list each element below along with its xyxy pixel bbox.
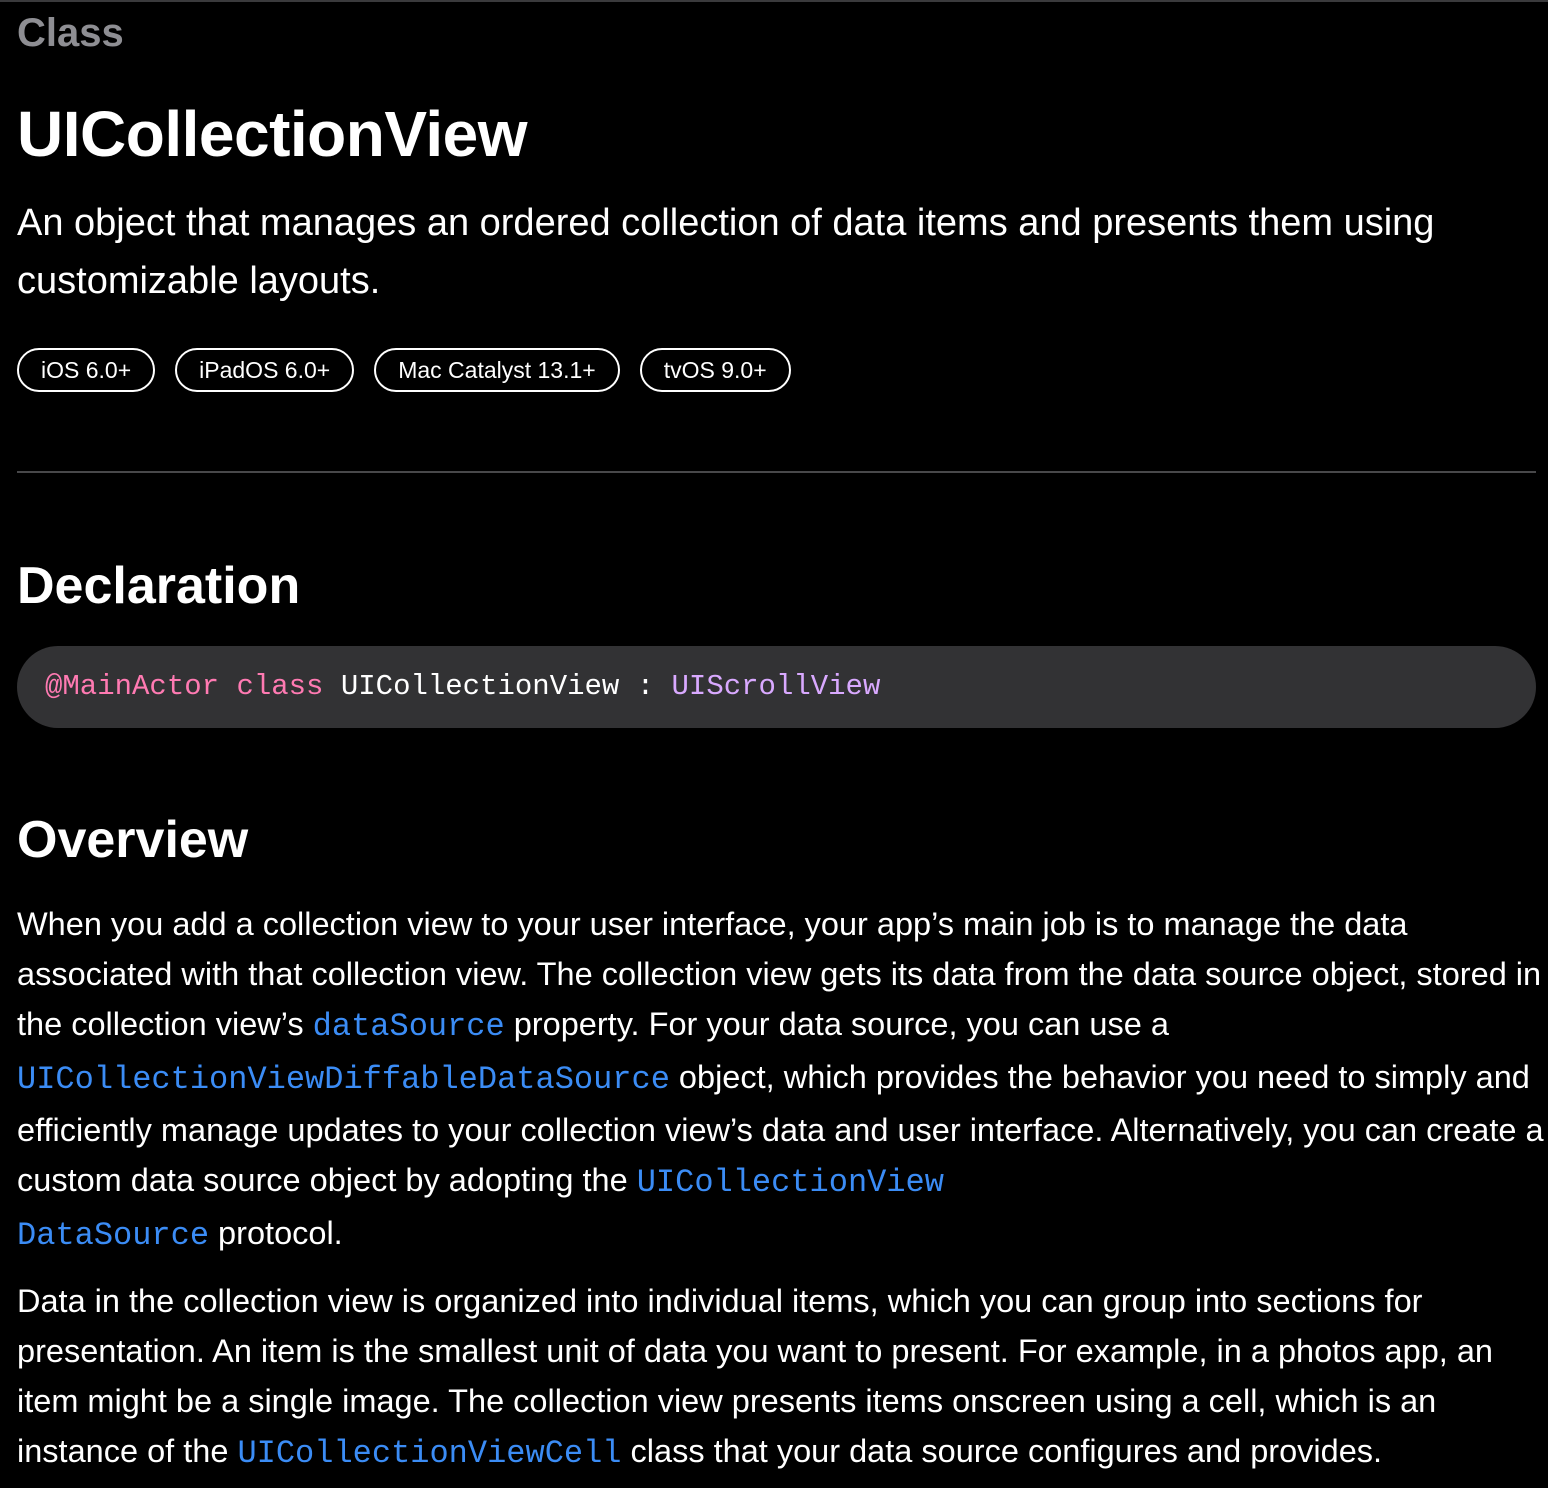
paragraph-text: Data in the collection view is organized into individual items, which you can group into sections for presentation. An item is the smallest unit of data you want to present. For example, in a photos app, an item might be a single image. The collection view presents items onscreen using a cell, which is an instance of the	[17, 1283, 1493, 1469]
top-border	[0, 0, 1548, 2]
availability-badge-mac-catalyst: Mac Catalyst 13.1+	[374, 348, 620, 392]
availability-badge-ios: iOS 6.0+	[17, 348, 155, 392]
link-uicollectionviewdatasource[interactable]: UICollectionView	[636, 1164, 944, 1201]
symbol-kind-label: Class	[17, 11, 124, 55]
availability-list	[17, 348, 791, 392]
section-divider	[17, 471, 1536, 473]
link-uicollectionviewcell[interactable]: UICollectionViewCell	[237, 1435, 622, 1472]
paragraph-text: class that your data source configures and provides.	[621, 1433, 1383, 1469]
link-datasource[interactable]: dataSource	[312, 1008, 505, 1045]
link-uicollectionviewdiffabledatasource[interactable]: UICollectionViewDiffableDataSource	[17, 1061, 670, 1098]
overview-paragraph-2	[17, 1276, 1547, 1479]
overview-paragraph-1	[17, 899, 1547, 1261]
declaration-heading: Declaration	[17, 557, 301, 615]
declaration-code	[17, 646, 1536, 728]
paragraph-text: property. For your data source, you can use a	[504, 1006, 1169, 1042]
paragraph-text: object, which provides the behavior you need to simply and efficiently manage updates to your collection view’s data and user interface. Alternatively, you can create a custom data source object by adopting the	[17, 1059, 1544, 1198]
overview-heading: Overview	[17, 811, 249, 869]
code-class-name: UICollectionView	[340, 670, 620, 703]
abstract: An object that manages an ordered collection of data items and presents them using customizable layouts.	[17, 202, 1435, 302]
page-title: UICollectionView	[17, 98, 528, 170]
code-attribute: @MainActor	[45, 670, 220, 703]
code-separator: :	[636, 670, 655, 703]
paragraph-text: When you add a collection view to your user interface, your app’s main job is to manage the data associated with that collection view. The collection view gets its data from the data source object, stored in the collection view’s	[17, 906, 1542, 1042]
link-uicollectionviewdatasource-continued[interactable]: DataSource	[17, 1217, 210, 1254]
availability-badge-ipados: iPadOS 6.0+	[175, 348, 354, 392]
code-keyword: class	[236, 670, 324, 703]
paragraph-text: protocol.	[209, 1215, 343, 1251]
code-superclass-link[interactable]: UIScrollView	[671, 670, 881, 703]
availability-badge-tvos: tvOS 9.0+	[640, 348, 791, 392]
